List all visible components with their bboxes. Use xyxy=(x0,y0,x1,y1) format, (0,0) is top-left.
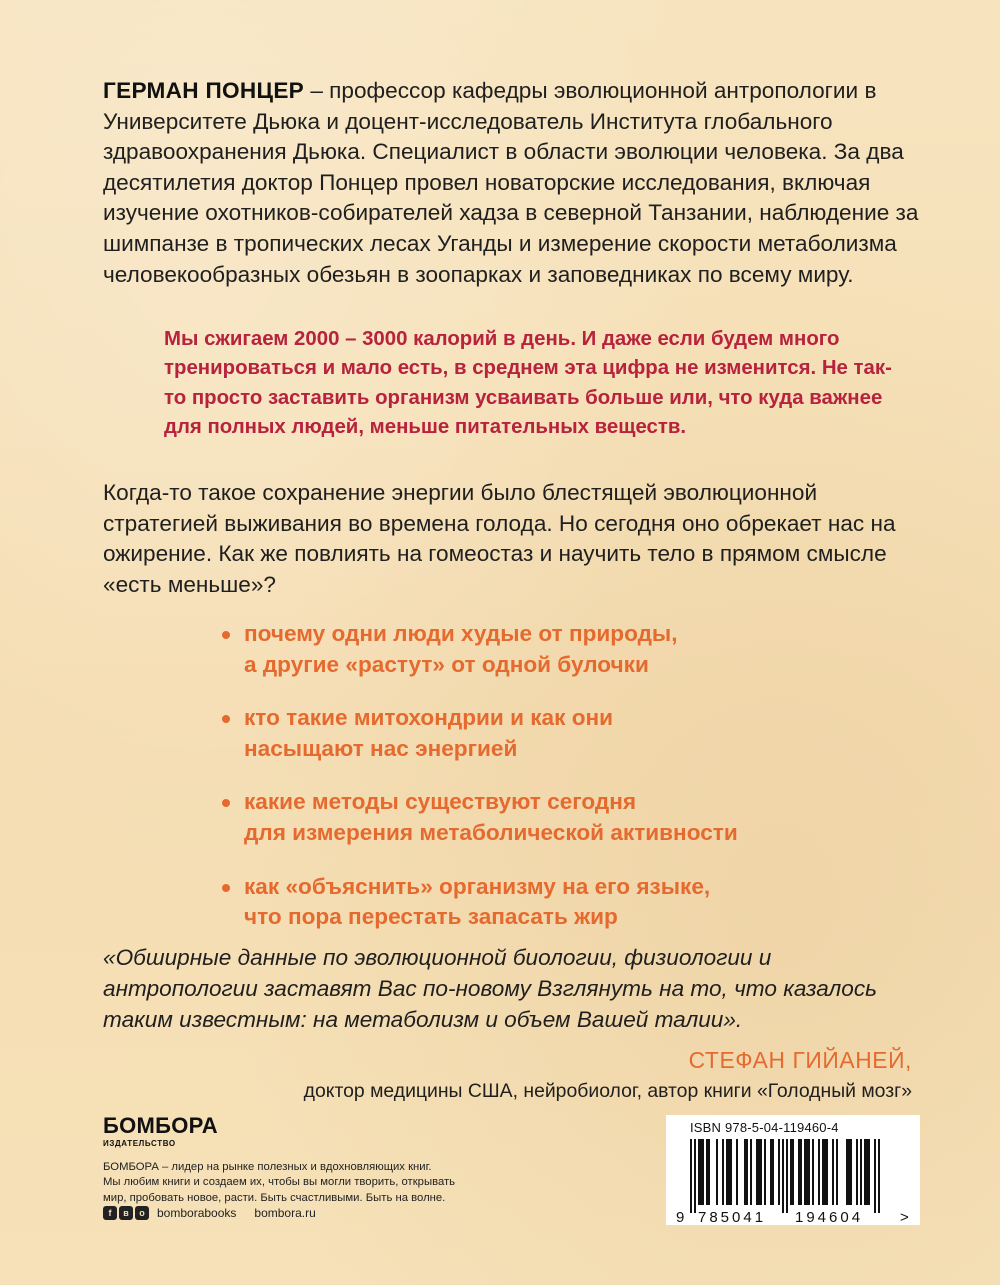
bullet-dot xyxy=(222,799,230,807)
publisher-logo xyxy=(103,1115,218,1149)
barcode-bar xyxy=(706,1139,708,1205)
bullet-item xyxy=(222,703,922,764)
barcode-bars xyxy=(690,1139,880,1213)
barcode xyxy=(674,1139,914,1225)
barcode-guard-bar xyxy=(690,1139,692,1213)
publisher-line-3: мир, пробовать новое, расти. Быть счастливыми. Быть на волне. xyxy=(103,1191,446,1204)
barcode-bar xyxy=(812,1139,814,1205)
bullet-line-2: насыщают нас энергией xyxy=(244,735,518,761)
barcode-bar xyxy=(868,1139,870,1205)
publisher-line-2: Мы любим книги и создаем их, чтобы вы могли творить, открывать xyxy=(103,1176,456,1189)
barcode-bar xyxy=(746,1139,748,1205)
bullet-line-2: а другие «растут» от одной булочки xyxy=(244,651,649,677)
barcode-bar xyxy=(702,1139,704,1205)
bullet-dot xyxy=(222,884,230,892)
barcode-guard-bar xyxy=(694,1139,696,1213)
barcode-tail-mark: > xyxy=(900,1209,909,1225)
barcode-bar xyxy=(770,1139,772,1205)
publisher-logo-subtitle: ИЗДАТЕЛЬСТВО xyxy=(103,1139,176,1148)
bullet-line-2: что пора перестать запасать жир xyxy=(244,904,618,930)
barcode-bar xyxy=(756,1139,758,1205)
facebook-icon: f xyxy=(103,1206,117,1220)
pull-quote: Мы сжигаем 2000 – 3000 калорий в день. И даже если будем много тренироваться и мало есть, в среднем эта цифра не изменится. Не так-то просто заставить организм усваивать больше или, что куда важнее для полных людей, меньше питательных веществ. xyxy=(164,328,892,439)
bullet-dot xyxy=(222,715,230,723)
barcode-bar xyxy=(772,1139,774,1205)
barcode-bar xyxy=(798,1139,800,1205)
barcode-bar xyxy=(792,1139,794,1205)
publisher-website: bombora.ru xyxy=(254,1206,316,1220)
barcode-bar xyxy=(730,1139,732,1205)
barcode-bar xyxy=(698,1139,700,1205)
review-quote: «Обширные данные по эволюционной биологии, физиологии и антропологии заставят Вас по-новому Взглянуть на то, что казалось таким известным: на метаболизм и объем Вашей талии». xyxy=(103,945,878,1033)
author-name: ГЕРМАН ПОНЦЕР xyxy=(103,78,305,103)
barcode-bar xyxy=(760,1139,762,1205)
topic-bullet-list xyxy=(222,619,922,956)
ok-icon: о xyxy=(135,1206,149,1220)
barcode-bar xyxy=(804,1139,806,1205)
barcode-guard-bar xyxy=(782,1139,784,1213)
barcode-guard-bar xyxy=(878,1139,880,1213)
barcode-bar xyxy=(744,1139,746,1205)
barcode-bar xyxy=(806,1139,808,1205)
isbn-text: ISBN 978-5-04-119460-4 xyxy=(690,1120,839,1135)
bullet-dot xyxy=(222,631,230,639)
barcode-guard-bar xyxy=(786,1139,788,1213)
social-handle: bomborabooks xyxy=(157,1206,237,1220)
barcode-digit-group-2: 194604 xyxy=(795,1209,864,1225)
publisher-description xyxy=(103,1160,523,1206)
bullet-line-2: для измерения метаболической активности xyxy=(244,819,738,845)
author-bio-text: – профессор кафедры эволюционной антропологии в Университете Дьюка и доцент-исследователь Института глобального здравоохранения Дьюка. Специалист в области эволюции человека. За два десятилетия доктор Понцер провел новаторские исследования, включая изучение охотников-собирателей хадза в северной Танзании, наблюдение за шимпанзе в тропических лесах Уганды и измерение скорости метаболизма человекообразных обезьян в зоопарках и заповедниках по всему миру. xyxy=(103,78,919,287)
bullet-item xyxy=(222,787,922,848)
barcode-bar xyxy=(736,1139,738,1205)
barcode-block xyxy=(666,1115,920,1225)
barcode-bar xyxy=(848,1139,850,1205)
barcode-bar xyxy=(722,1139,724,1205)
barcode-bar xyxy=(866,1139,868,1205)
publisher-logo-text: БОМБОРА xyxy=(103,1113,218,1138)
review-author-role: доктор медицины США, нейробиолог, автор книги «Голодный мозг» xyxy=(303,1080,912,1102)
vk-icon: в xyxy=(119,1206,133,1220)
bullet-item xyxy=(222,619,922,680)
barcode-bar xyxy=(726,1139,728,1205)
barcode-bar xyxy=(860,1139,862,1205)
publisher-social xyxy=(103,1205,316,1221)
barcode-bar xyxy=(846,1139,848,1205)
bullet-line-1: какие методы существуют сегодня xyxy=(244,789,637,815)
barcode-bar xyxy=(822,1139,824,1205)
barcode-bar xyxy=(708,1139,710,1205)
publisher-line-1: БОМБОРА – лидер на рынке полезных и вдохновляющих книг. xyxy=(103,1161,432,1173)
barcode-bar xyxy=(826,1139,828,1205)
barcode-bar xyxy=(856,1139,858,1205)
barcode-bar xyxy=(750,1139,752,1205)
barcode-bar xyxy=(832,1139,834,1205)
barcode-bar xyxy=(824,1139,826,1205)
barcode-bar xyxy=(758,1139,760,1205)
barcode-digit-first: 9 xyxy=(676,1209,685,1225)
bullet-line-1: кто такие митохондрии и как они xyxy=(244,705,614,731)
review-author: СТЕФАН ГИЙАНЕЙ, xyxy=(688,1047,912,1073)
bullet-line-1: как «объяснить» организму на его языке, xyxy=(244,873,711,899)
barcode-bar xyxy=(728,1139,730,1205)
barcode-bar xyxy=(700,1139,702,1205)
barcode-bar xyxy=(778,1139,780,1205)
barcode-digit-group-1: 785041 xyxy=(698,1209,767,1225)
barcode-bar xyxy=(850,1139,852,1205)
barcode-bar xyxy=(808,1139,810,1205)
barcode-bar xyxy=(790,1139,792,1205)
author-bio xyxy=(103,76,923,290)
barcode-bar xyxy=(818,1139,820,1205)
barcode-guard-bar xyxy=(874,1139,876,1213)
social-icons xyxy=(103,1206,149,1220)
barcode-bar xyxy=(716,1139,718,1205)
bullet-line-1: почему одни люди худые от природы, xyxy=(244,621,678,646)
intro-paragraph: Когда-то такое сохранение энергии было блестящей эволюционной стратегией выживания во времена голода. Но сегодня оно обрекает нас на ожирение. Как же повлиять на гомеостаз и научить тело в прямом смысле «есть меньше»? xyxy=(103,480,896,597)
barcode-bar xyxy=(800,1139,802,1205)
barcode-bar xyxy=(836,1139,838,1205)
barcode-bar xyxy=(864,1139,866,1205)
bullet-item xyxy=(222,872,922,933)
barcode-bar xyxy=(764,1139,766,1205)
